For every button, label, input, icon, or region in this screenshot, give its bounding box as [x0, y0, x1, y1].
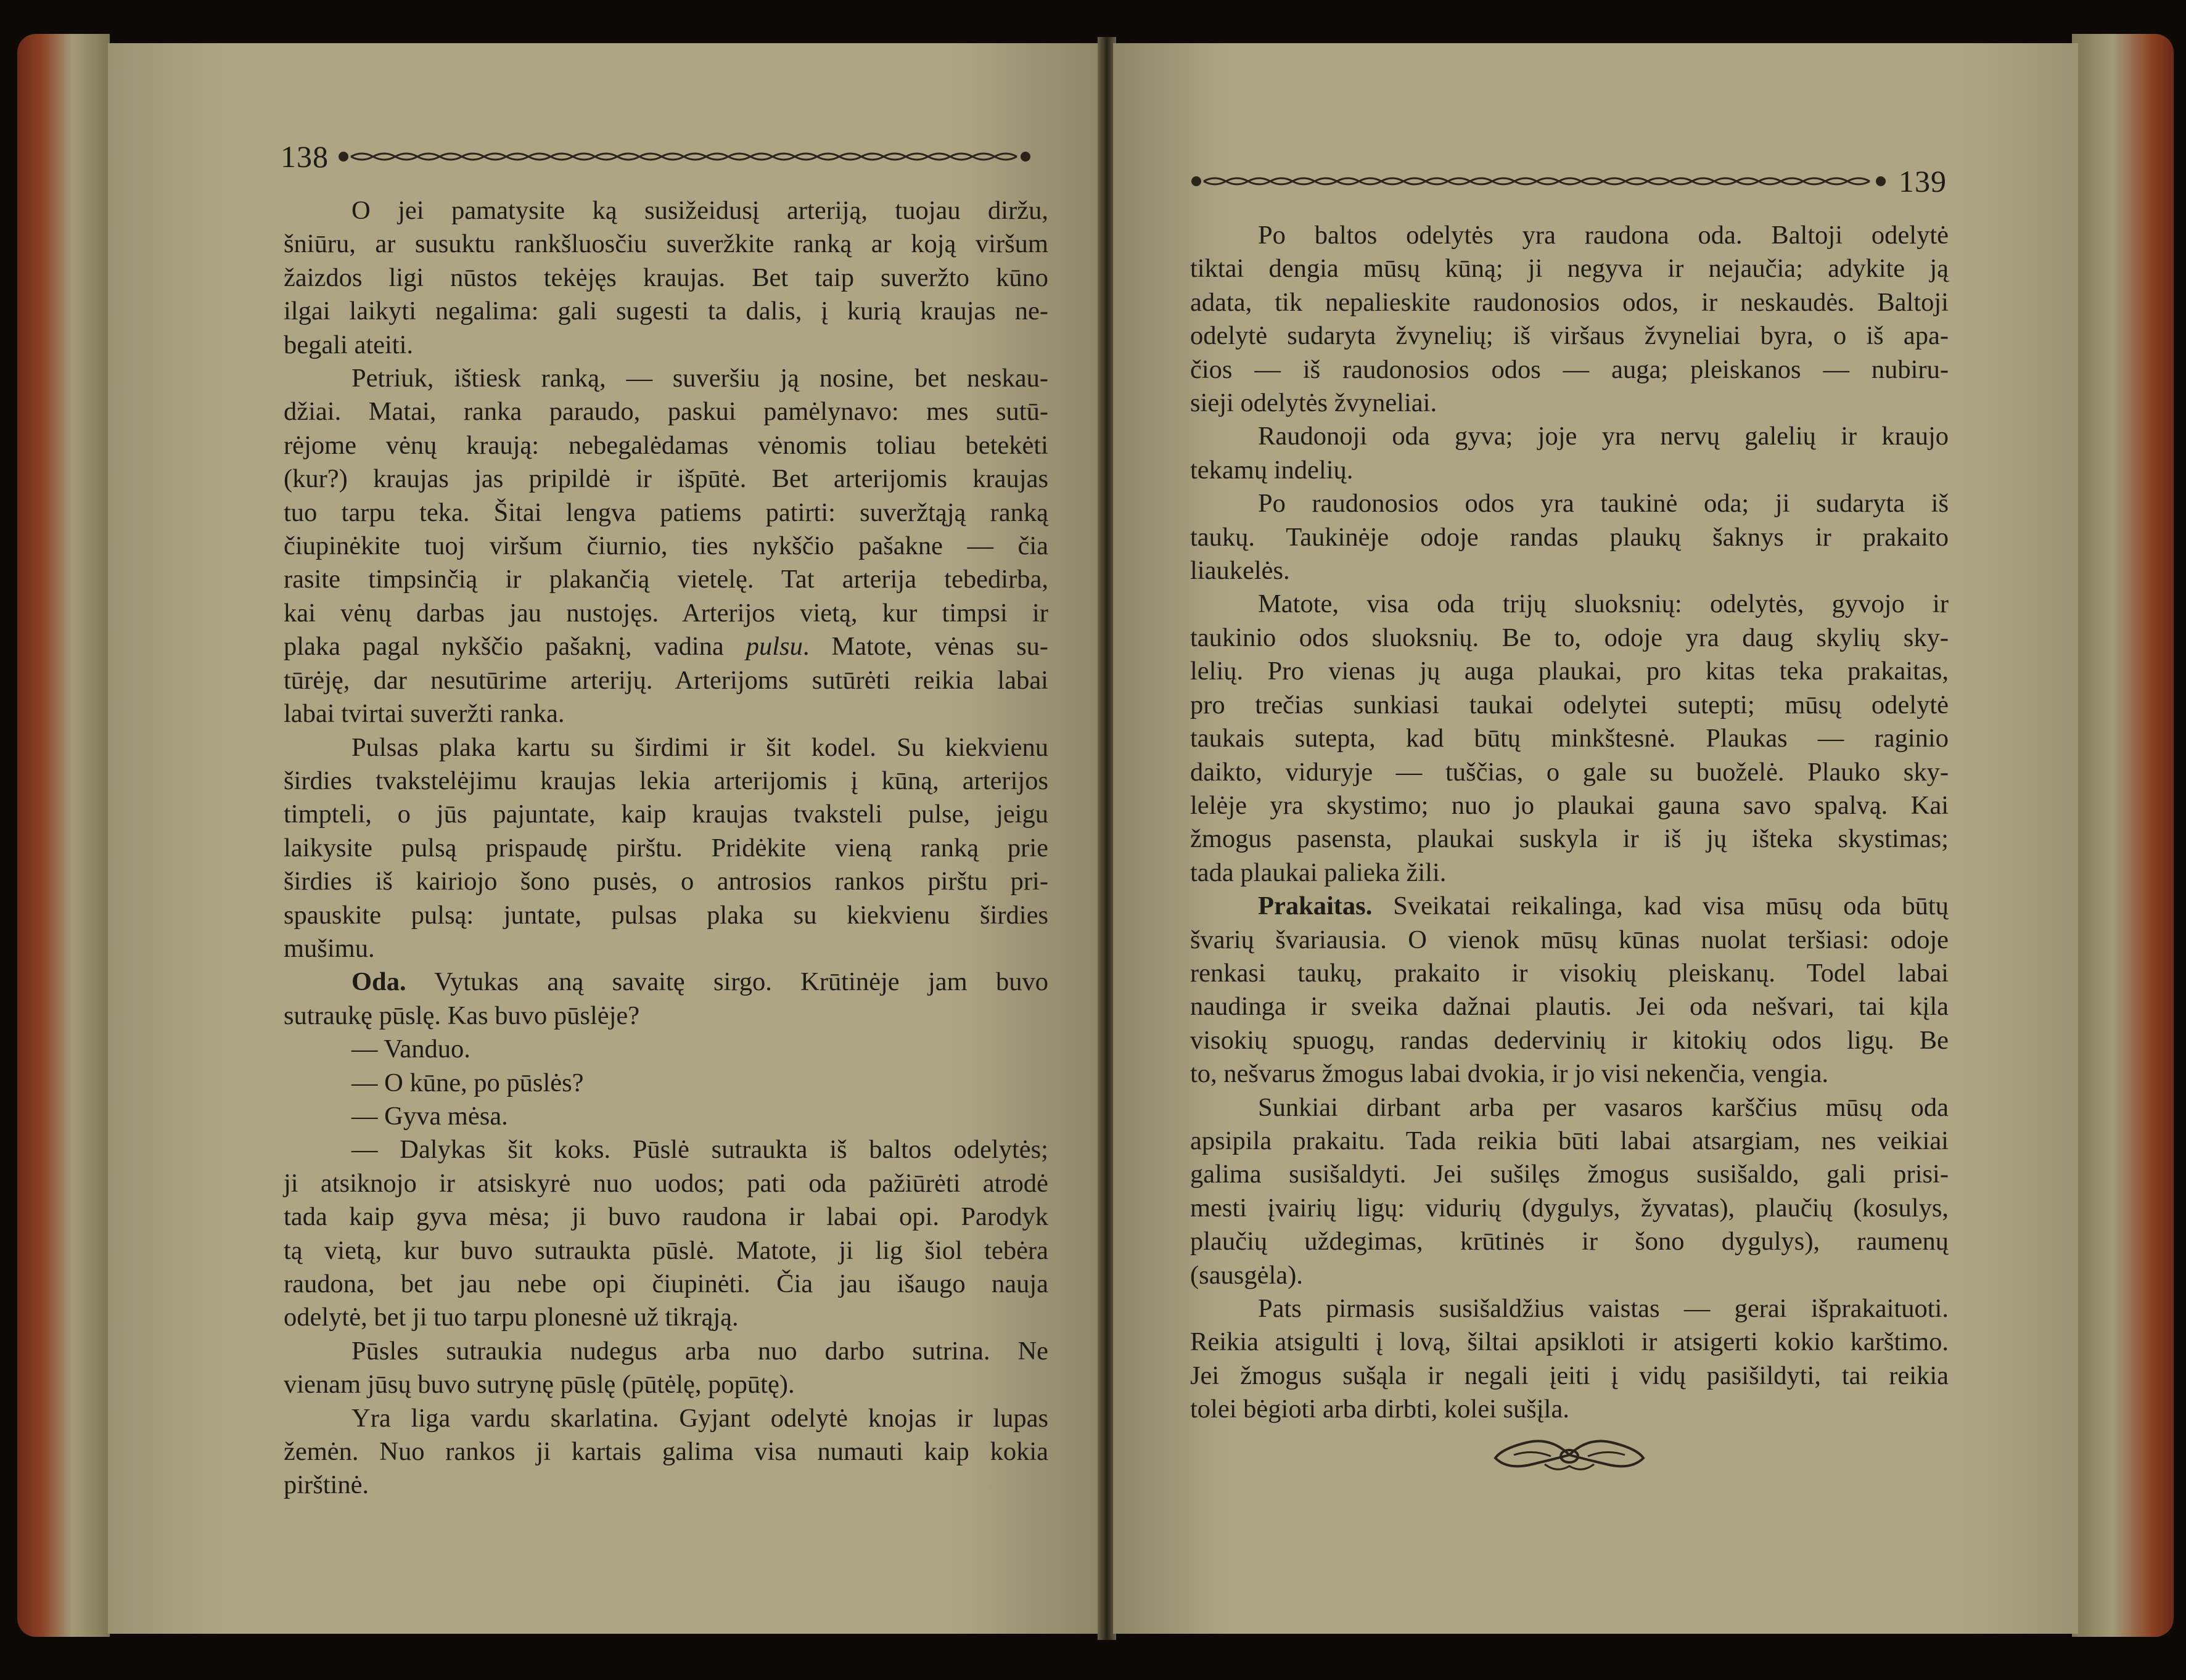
text-line: Po raudonosios odos yra taukinė oda; ji sudaryta iš — [1258, 489, 1949, 518]
text-line: tolei bėgioti arba dirbti, kolei sušįla. — [1190, 1395, 1569, 1424]
text-line: adata, tik nepalieskite raudonosios odos, ir neskaudės. Baltoji — [1190, 287, 1949, 317]
text-line: Pats pirmasis susišaldžius vaistas — gerai išprakaituoti. — [1258, 1294, 1949, 1323]
text-line: tiktai dengia mūsų kūną; ji negyva ir nejaučia; adykite ją — [1190, 254, 1949, 284]
text-line: apsipila prakaitu. Tada reikia būti labai atsargiam, nes veikiai — [1190, 1126, 1949, 1155]
text-line: širdies iš kairiojo šono pusės, o antrosios rankos pirštu pri- — [284, 867, 1048, 896]
text-line: taukų. Taukinėje odoje randas plaukų šaknys ir prakaito — [1190, 522, 1949, 552]
text-line: Po baltos odelytės yra raudona oda. Baltoji odelytė — [1258, 221, 1949, 250]
text-line: visokių spuogų, randas dedervinių ir kitokių odos ligų. Be — [1190, 1025, 1949, 1055]
text-line: kai vėnų darbas jau nustojęs. Arterijos vietą, kur timpsi ir — [284, 598, 1048, 628]
text-line: Yra liga vardu skarlatina. Gyjant odelytė knojas ir lupas — [351, 1403, 1048, 1433]
book-edge-right — [2072, 34, 2174, 1637]
text-line: renkasi taukų, prakaito ir visokių pleiskanų. Todel labai — [1190, 958, 1949, 988]
text-line: plaučių uždegimas, krūtinės ir šono dygulys), raumenų — [1190, 1227, 1949, 1256]
text-line: odelytė sudaryta žvynelių; iš viršaus žvyneliai byra, o iš apa- — [1190, 321, 1949, 351]
text-line: taukais sutepta, kad būtų minkštesnė. Plaukas — raginio — [1190, 724, 1949, 753]
page-number-left: 138 — [281, 139, 329, 174]
text-line: Jei žmogus sušąla ir negali įeiti į vidų pasišildyti, tai reikia — [1190, 1361, 1949, 1390]
text-line: švarių švariausia. O vienok mūsų kūnas nuolat teršiasi: odoje — [1190, 925, 1949, 954]
text-line: Pulsas plaka kartu su širdimi ir šit kodel. Su kiekvienu — [351, 732, 1048, 762]
text-line: spauskite pulsą: juntate, pulsas plaka su kiekvienu širdies — [284, 900, 1048, 930]
text-line: naudinga ir sveika dažnai plautis. Jei oda nešvari, tai kįla — [1190, 992, 1949, 1022]
text-line: (kur?) kraujas jas pripildė ir išpūtė. Bet arterijomis kraujas — [284, 464, 1048, 494]
text-line: to, nešvarus žmogus labai dvokia, ir jo visi nekenčia, vengia. — [1190, 1059, 1829, 1089]
text-line: tada plaukai palieka žili. — [1190, 858, 1447, 887]
text-line: labai tvirtai suveržti ranka. — [284, 699, 565, 729]
text-line: šniūru, ar susuktu rankšluosčiu suveržkite ranką ar koją viršum — [284, 229, 1048, 259]
text-line: čiupinėkite tuoj viršum čiurnio, ties nykščio pašakne — čia — [284, 531, 1048, 561]
text-line: rėjome vėnų kraują: nebegalėdamas vėnomis toliau betekėti — [284, 430, 1048, 460]
text-line: mesti įvairių ligų: vidurių (dygulys, žyvatas), plaučių (kosulys, — [1190, 1193, 1949, 1223]
text-line: Reikia atsigulti į lovą, šiltai apsikloti ir atsigerti kokio karštimo. — [1190, 1327, 1949, 1357]
text-line: timpteli, o jūs pajuntate, kaip kraujas tvaksteli pulse, jeigu — [284, 800, 1048, 829]
text-line: begali ateiti. — [284, 330, 414, 359]
text-line: mušimu. — [284, 933, 375, 963]
section-heading-line: Oda. Vytukas aną savaitę sirgo. Krūtinėje jam buvo — [351, 967, 1048, 997]
right-page-header — [1190, 163, 1947, 199]
end-ornament-icon — [1489, 1430, 1650, 1480]
text-line: pro trečias sunkiasi taukai odelytei sutepti; mūsų odelytė — [1190, 690, 1949, 719]
text-line: lelių. Pro vienas jų auga plaukai, pro kitas teka prakaitas, — [1190, 657, 1949, 686]
dialog-line: — Vanduo. — [351, 1035, 470, 1064]
left-page-body — [284, 194, 1048, 1502]
text-line: laikysite pulsą prispaudę pirštu. Pridėkite vieną ranką prie — [284, 833, 1048, 863]
text-line: ji atsiknojo ir atsiskyrė nuo uodos; pati oda pažiūrėti atrodė — [284, 1168, 1048, 1198]
page-number-right: 139 — [1899, 164, 1947, 199]
text-line: vienam jūsų buvo sutrynę pūslę (pūtėlę, popūtę). — [284, 1370, 795, 1399]
text-line: džiai. Matai, ranka paraudo, paskui pamėlynavo: mes sutū- — [284, 397, 1048, 427]
text-line: tada kaip gyva mėsa; ji buvo raudona ir labai opi. Parodyk — [284, 1202, 1048, 1232]
text-line: tuo tarpu teka. Šitai lengva patiems patirti: suveržtąją ranką — [284, 498, 1048, 527]
text-line: rasite timpsinčią ir plakančią vietelę. Tat arterija tebedirba, — [284, 565, 1048, 594]
text-line: liaukelės. — [1190, 556, 1290, 586]
text-line: pirštinė. — [284, 1470, 369, 1500]
dialog-line: — O kūne, po pūslės? — [351, 1068, 584, 1097]
text-line: ilgai laikyti negalima: gali sugesti ta dalis, į kurią kraujas ne- — [284, 297, 1048, 326]
text-line: lelėje yra skystimo; nuo jo plaukai gauna savo spalvą. Kai — [1190, 790, 1949, 820]
text-line: sutraukę pūslę. Kas buvo pūslėje? — [284, 1001, 640, 1030]
text-line: Sunkiai dirbant arba per vasaros karščius mūsų oda — [1258, 1092, 1949, 1122]
text-line: raudona, bet jau nebe opi čiupinėti. Čia jau išaugo nauja — [284, 1269, 1048, 1298]
dialog-line: — Dalykas šit koks. Pūslė sutraukta iš baltos odelytės; — [351, 1135, 1048, 1165]
text-line-with-italic: plaka pagal nykščio pašaknį, vadina pulsu. Matote, vėnas su- — [284, 632, 1049, 662]
text-line: žmogus pasensta, plaukai suskyla ir iš jų išteka skystimas; — [1190, 824, 1949, 854]
text-line: Pūsles sutraukia nudegus arba nuo darbo sutrina. Ne — [351, 1336, 1048, 1366]
text-line: daikto, viduryje — tuščias, o gale su buoželė. Plauko sky- — [1190, 757, 1949, 787]
section-heading-line: Prakaitas. Sveikatai reikalinga, kad visa mūsų oda būtų — [1258, 891, 1949, 921]
text-line: galima susišaldyti. Jei sušilęs žmogus susišaldo, gali prisi- — [1190, 1160, 1949, 1189]
text-line: sieji odelytės žvyneliai. — [1190, 388, 1437, 418]
text-line: (sausgėla). — [1190, 1260, 1303, 1290]
text-line: Petriuk, ištiesk ranką, — suveršiu ją nosine, bet neskau- — [351, 364, 1048, 393]
right-page-body — [1190, 219, 1949, 1427]
text-line: širdies tvakstelėjimu kraujas lekia arterijomis į kūną, arterijos — [284, 766, 1048, 795]
text-line: Raudonoji oda gyva; joje yra nervų galelių ir kraujo — [1258, 422, 1949, 451]
text-line: žaizdos ligi nūstos tekėjęs kraujas. Bet taip suveržto kūno — [284, 263, 1048, 292]
text-line: čios — iš raudonosios odos — auga; pleiskanos — nubiru- — [1190, 354, 1949, 384]
text-line: tą vietą, kur buvo sutraukta pūslė. Matote, ji lig šiol tebėra — [284, 1235, 1048, 1265]
text-line: odelytė, bet ji tuo tarpu plonesnė už tikrąją. — [284, 1303, 739, 1332]
text-line: O jei pamatysite ką susižeidusį arteriją, tuojau diržu, — [351, 196, 1048, 225]
decorative-rule-left — [337, 147, 1034, 166]
dialog-line: — Gyva mėsa. — [351, 1101, 508, 1131]
decorative-rule-right — [1190, 172, 1890, 191]
text-line: žemėn. Nuo rankos ji kartais galima visa numauti kaip kokia — [284, 1437, 1048, 1467]
text-line: tūrėję, dar nesutūrime arterijų. Arterijoms sutūrėti reikia labai — [284, 665, 1048, 695]
left-page-header — [281, 139, 1034, 174]
text-line: taukinio odos sluoksnių. Be to, odoje yra daug skylių sky- — [1190, 623, 1949, 652]
text-line: tekamų indelių. — [1190, 455, 1354, 485]
book-edge-left — [17, 34, 110, 1637]
text-line: Matote, visa oda trijų sluoksnių: odelytės, gyvojo ir — [1258, 589, 1949, 619]
